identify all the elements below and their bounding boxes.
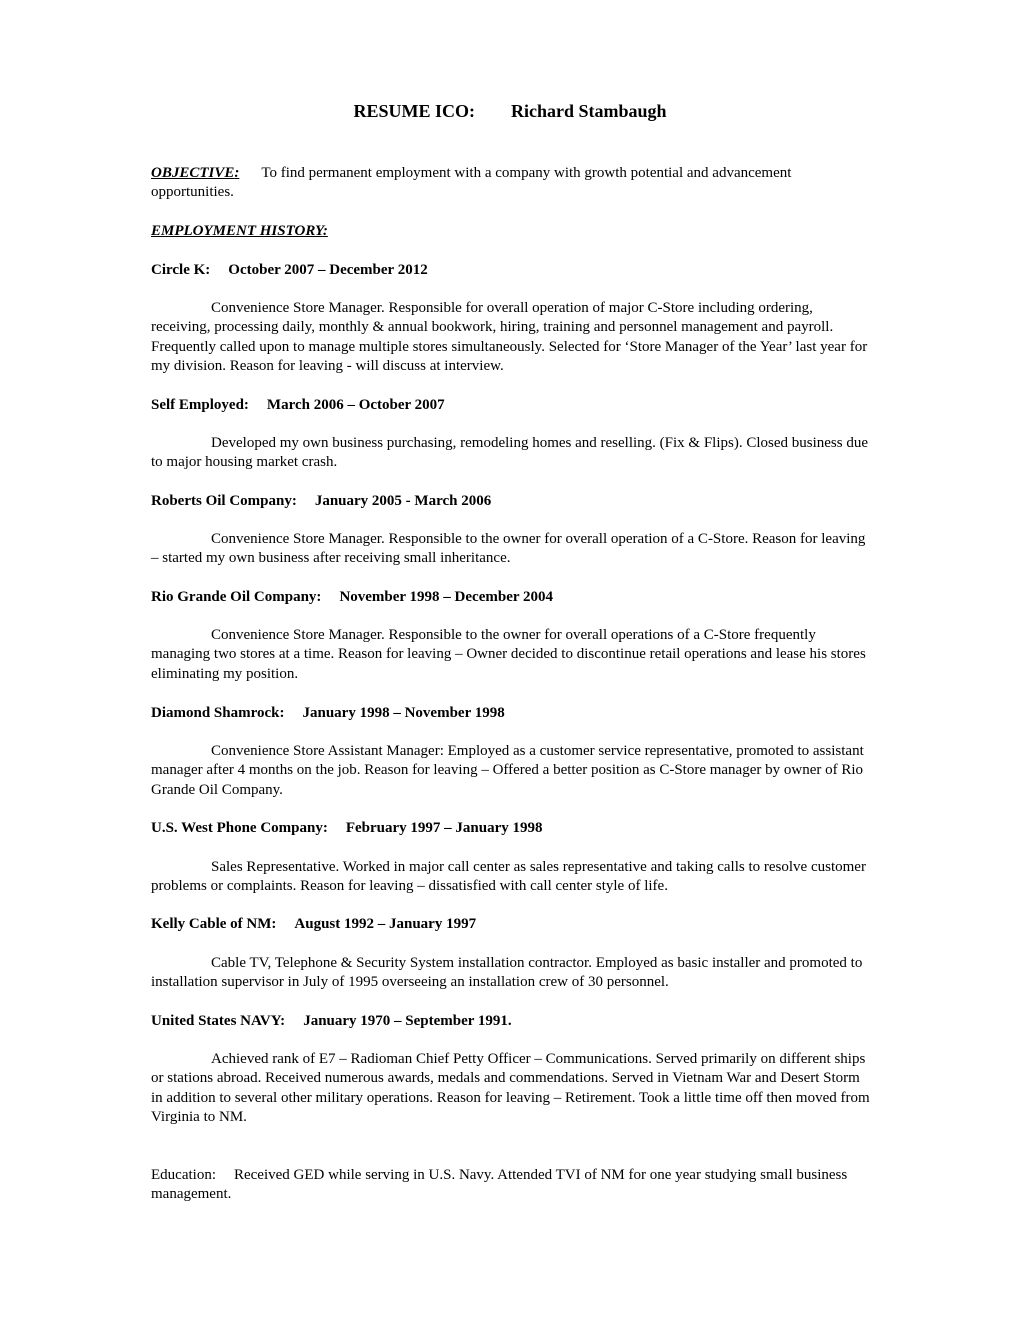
- resume-title: [0, 100, 1020, 122]
- education-label: Education:: [151, 1167, 216, 1183]
- job-description: Convenience Store Assistant Manager: Employed as a customer service representative, promoted to assistant manager after 4 months on the job. Reason for leaving – Offered a better position as C-Store manager by owner of Rio Grande Oil Company.: [151, 743, 864, 798]
- title-prefix: RESUME ICO:: [353, 101, 475, 121]
- education-section: [151, 1166, 873, 1205]
- job-dates: August 1992 – January 1997: [294, 916, 477, 932]
- employment-history-heading: EMPLOYMENT HISTORY:: [151, 223, 328, 239]
- job-heading: [151, 819, 873, 838]
- job-dates: February 1997 – January 1998: [345, 820, 543, 836]
- job-description: Convenience Store Manager. Responsible to the owner for overall operation of a C-Store. Reason for leaving – started my own business after receiving small inheritance.: [151, 531, 866, 567]
- objective-text: To find permanent employment with a company with growth potential and advancement opportunities.: [151, 165, 792, 201]
- job-dates: January 1998 – November 1998: [302, 705, 505, 721]
- job-heading: [151, 915, 873, 934]
- job-dates: January 2005 - March 2006: [314, 493, 492, 509]
- job-dates: October 2007 – December 2012: [228, 262, 428, 278]
- job-employer: Self Employed:: [151, 397, 249, 413]
- job-heading: [151, 492, 873, 511]
- job-description: Cable TV, Telephone & Security System installation contractor. Employed as basic installer and promoted to installation supervisor in July of 1995 overseeing an installation crew of 30 personnel.: [151, 955, 863, 991]
- job-description: Convenience Store Manager. Responsible to the owner for overall operations of a C-Store frequently managing two stores at a time. Reason for leaving – Owner decided to discontinue retail operations and lease his stores eliminating my position.: [151, 627, 866, 682]
- objective-section: [151, 164, 873, 203]
- applicant-name: Richard Stambaugh: [510, 101, 667, 121]
- job-dates: January 1970 – September 1991.: [303, 1013, 512, 1029]
- job-heading: [151, 261, 873, 280]
- job-description: Developed my own business purchasing, remodeling homes and reselling. (Fix & Flips). Closed business due to major housing market crash.: [151, 435, 869, 471]
- job-employer: U.S. West Phone Company:: [151, 820, 328, 836]
- education-text: Received GED while serving in U.S. Navy. Attended TVI of NM for one year studying small business management.: [151, 1167, 848, 1203]
- job-employer: Diamond Shamrock:: [151, 705, 285, 721]
- job-heading: [151, 1012, 873, 1031]
- job-employer: Roberts Oil Company:: [151, 493, 297, 509]
- job-description: Convenience Store Manager. Responsible for overall operation of major C-Store including ordering, receiving, processing daily, monthly & annual bookwork, hiring, training and personnel management and payroll. Frequently called upon to manage multiple stores simultaneously. Selected for ‘Store Manager of the Year’ last year for my division. Reason for leaving - will discuss at interview.: [151, 300, 868, 374]
- job-heading: [151, 704, 873, 723]
- job-description: Achieved rank of E7 – Radioman Chief Petty Officer – Communications. Served primarily on different ships or stations abroad. Received numerous awards, medals and commendations. Served in Vietnam War and Desert Storm in addition to several other military operations. Reason for leaving – Retirement. Took a little time off then moved from Virginia to NM.: [151, 1051, 870, 1125]
- job-employer: Circle K:: [151, 262, 211, 278]
- job-heading: [151, 588, 873, 607]
- job-heading: [151, 396, 873, 415]
- objective-label: OBJECTIVE:: [151, 165, 240, 181]
- job-description: Sales Representative. Worked in major call center as sales representative and taking calls to resolve customer problems or complaints. Reason for leaving – dissatisfied with call center style of life.: [151, 859, 866, 895]
- job-employer: United States NAVY:: [151, 1013, 286, 1029]
- job-employer: Rio Grande Oil Company:: [151, 589, 322, 605]
- job-employer: Kelly Cable of NM:: [151, 916, 277, 932]
- job-dates: November 1998 – December 2004: [339, 589, 553, 605]
- job-dates: March 2006 – October 2007: [266, 397, 445, 413]
